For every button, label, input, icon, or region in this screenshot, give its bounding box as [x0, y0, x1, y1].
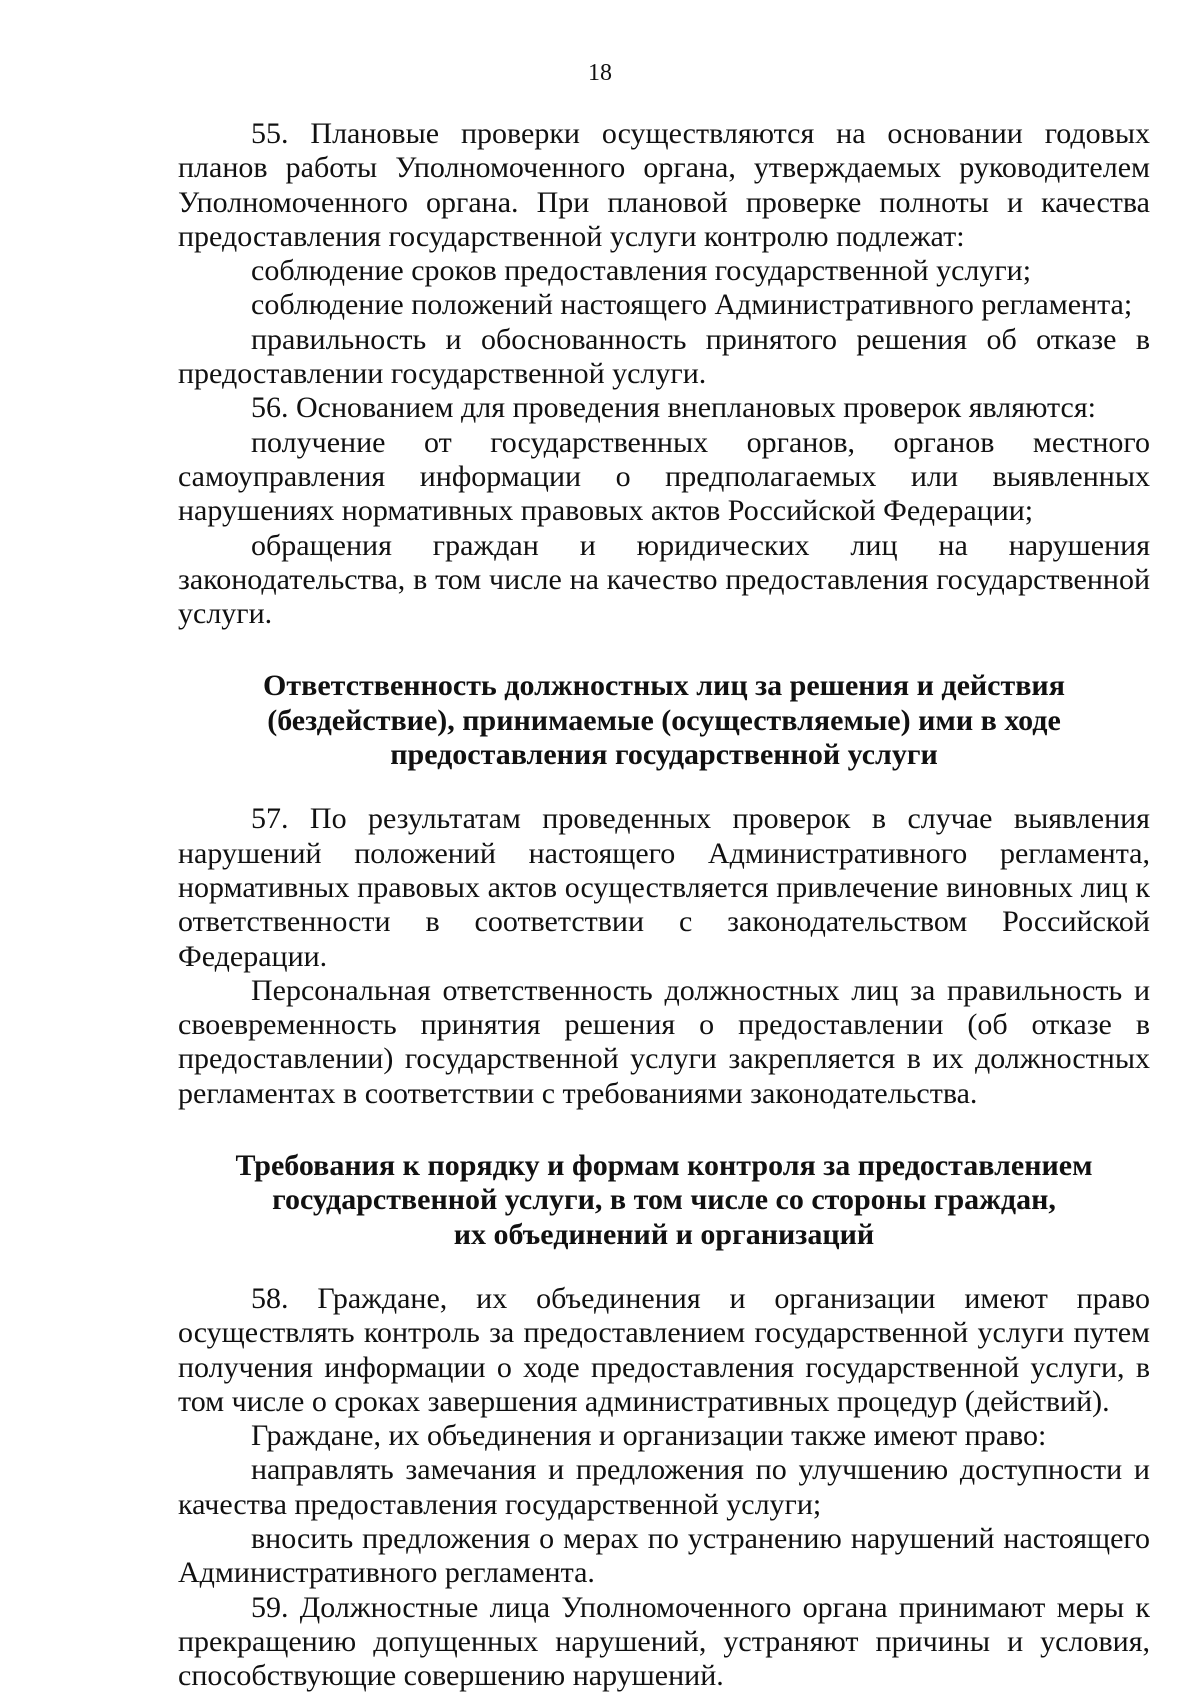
paragraph-55: 55. Плановые проверки осуществляются на основании годовых планов работы Уполномоченного органа, утверждаемых руководителем Уполномоченного органа. При плановой проверке полноты и качества предоставления государственной услуги контролю подлежат: — [178, 117, 1150, 253]
heading-line: (бездействие), принимаемые (осуществляемые) ими в ходе — [267, 703, 1061, 737]
heading-line: Требования к порядку и формам контроля за предоставлением — [235, 1149, 1093, 1183]
heading-line: их объединений и организаций — [453, 1217, 875, 1251]
paragraph-56-item-2: обращения граждан и юридических лиц на нарушения законодательства, в том числе на качество предоставления государственной услуги. — [178, 528, 1150, 631]
paragraph-59: 59. Должностные лица Уполномоченного органа принимают меры к прекращению допущенных нарушений, устраняют причины и условия, способствующие совершению нарушений. — [178, 1590, 1150, 1693]
document-body — [178, 117, 1150, 1693]
page-number: 18 — [588, 60, 612, 86]
paragraph-56-item-1: получение от государственных органов, органов местного самоуправления информации о предполагаемых или выявленных нарушениях нормативных правовых актов Российской Федерации; — [178, 425, 1150, 528]
section-heading-responsibility — [178, 669, 1150, 772]
spacer — [178, 631, 1150, 669]
paragraph-58: 58. Граждане, их объединения и организации имеют право осуществлять контроль за предоставлением государственной услуги путем получения информации о ходе предоставления государственной услуги, в том числе о сроках завершения административных процедур (действий). — [178, 1281, 1150, 1418]
paragraph-58-item-3: вносить предложения о мерах по устранению нарушений настоящего Административного регламента. — [178, 1521, 1150, 1590]
paragraph-56: 56. Основанием для проведения внеплановых проверок являются: — [251, 391, 1096, 425]
heading-line: государственной услуги, в том числе со стороны граждан, — [272, 1183, 1056, 1217]
paragraph-55-item-1: соблюдение сроков предоставления государственной услуги; — [251, 254, 1032, 288]
paragraph-58-item-2: направлять замечания и предложения по улучшению доступности и качества предоставления государственной услуги; — [178, 1453, 1150, 1521]
paragraph-57: 57. По результатам проведенных проверок в случае выявления нарушений положений настоящего Административного регламента, нормативных правовых актов осуществляется привлечение виновных лиц к ответственности в соответствии с законодательством Российской Федерации. — [178, 802, 1150, 973]
paragraph-55-item-2: соблюдение положений настоящего Административного регламента; — [251, 288, 1133, 322]
paragraph-58-item-1: Граждане, их объединения и организации также имеют право: — [251, 1419, 1047, 1453]
spacer — [178, 1252, 1150, 1282]
section-heading-control — [178, 1149, 1150, 1252]
heading-line: предоставления государственной услуги — [390, 738, 938, 772]
heading-line: Ответственность должностных лиц за решения и действия — [263, 669, 1065, 703]
paragraph-55-item-3: правильность и обоснованность принятого решения об отказе в предоставлении государственной услуги. — [178, 322, 1150, 391]
paragraph-57-item-1: Персональная ответственность должностных лиц за правильность и своевременность принятия решения о предоставлении (об отказе в предоставлении) государственной услуги закрепляется в их должностных регламентах в соответствии с требованиями законодательства. — [178, 973, 1150, 1110]
spacer — [178, 772, 1150, 802]
spacer — [178, 1111, 1150, 1149]
